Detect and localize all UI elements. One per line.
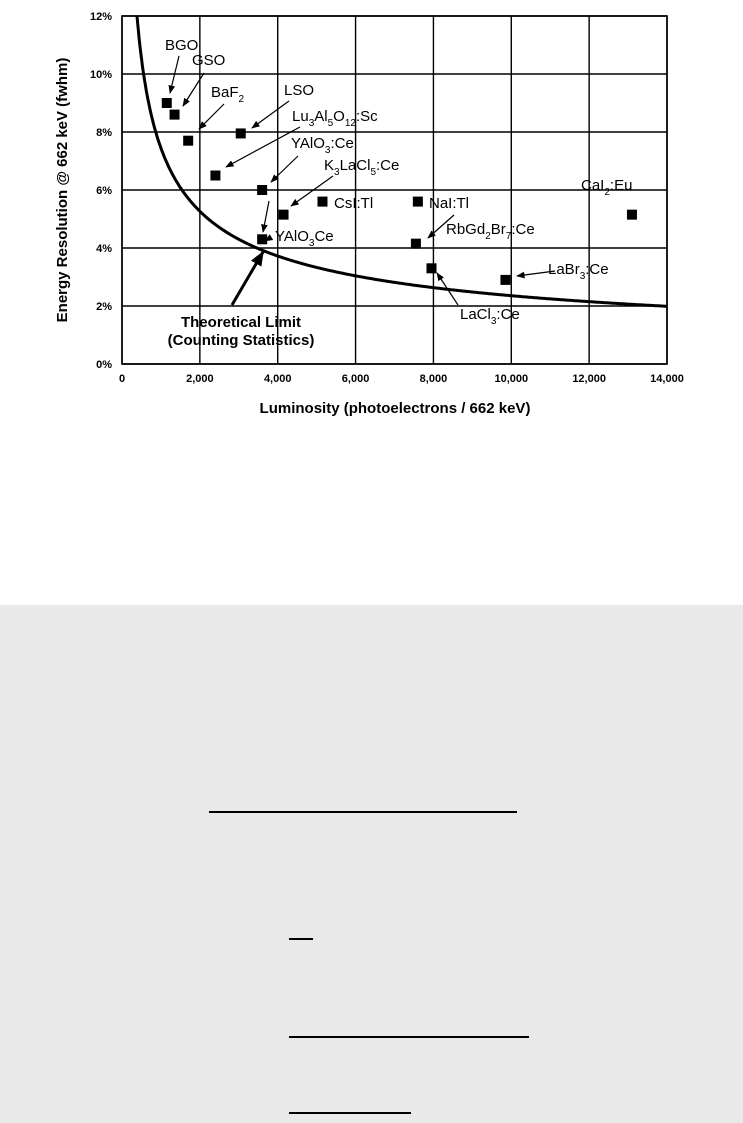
label-part: GSO: [192, 52, 226, 69]
x-tick-label: 10,000: [494, 373, 529, 385]
fraction-rule: [289, 1036, 529, 1038]
label-part: 7: [505, 231, 512, 242]
point-label: [211, 84, 245, 105]
x-axis-title: Luminosity (photoelectrons / 662 keV): [259, 400, 531, 417]
limit-label: (Counting Statistics): [167, 332, 315, 349]
label-part: 2: [485, 231, 491, 242]
label-part: BGO: [165, 37, 199, 54]
label-part: LaBr: [548, 261, 580, 278]
point-label: [192, 52, 225, 69]
point-label: [446, 221, 535, 242]
data-point: [236, 128, 246, 138]
label-part: O: [333, 108, 345, 125]
data-point: [210, 171, 220, 181]
label-part: RbGd: [446, 221, 486, 238]
data-point: [170, 110, 180, 120]
label-part: CaI: [581, 177, 605, 194]
fraction-rule: [289, 1112, 411, 1114]
point-label: [275, 228, 334, 249]
x-tick-label: 12,000: [572, 373, 606, 385]
limit-arrow: [232, 252, 263, 305]
label-part: 5: [370, 167, 376, 178]
x-tick-label: 8,000: [419, 373, 448, 385]
leader-arrow: [199, 104, 224, 129]
label-part: 3: [308, 238, 315, 249]
label-part: :Ce: [376, 157, 400, 174]
scatter-chart: [0, 0, 743, 430]
gray-panel: [0, 605, 743, 1123]
label-part: K: [324, 157, 335, 174]
data-point: [317, 197, 327, 207]
point-label: [284, 82, 314, 99]
label-part: NaI:Tl: [429, 195, 470, 212]
fraction-rule: [289, 938, 313, 940]
x-tick-label: 4,000: [263, 373, 292, 385]
data-point: [162, 98, 172, 108]
data-point: [183, 136, 193, 146]
label-part: 3: [490, 316, 497, 327]
data-point: [426, 263, 436, 273]
data-point: [500, 275, 510, 285]
label-part: 3: [579, 271, 586, 282]
x-tick-label: 2,000: [186, 373, 214, 385]
data-point: [413, 197, 423, 207]
point-label: [292, 108, 378, 129]
y-tick-label: 10%: [89, 69, 112, 81]
x-tick-label: 0: [118, 373, 126, 385]
fraction-rule: [209, 811, 517, 813]
label-part: Ce: [314, 228, 334, 245]
y-tick-label: 2%: [96, 301, 112, 313]
label-part: 2: [604, 187, 610, 198]
limit-label: Theoretical Limit: [180, 314, 302, 331]
label-part: 3: [334, 167, 340, 178]
point-label: [548, 261, 609, 282]
x-tick-label: 6,000: [341, 373, 370, 385]
label-part: Al: [314, 108, 328, 125]
label-part: 12: [344, 118, 356, 129]
label-part: Br: [490, 221, 506, 238]
label-part: 3: [324, 145, 331, 156]
point-label: [334, 195, 373, 212]
point-label: [429, 195, 469, 212]
label-part: YAlO: [275, 228, 309, 245]
label-part: :Ce: [496, 306, 520, 323]
label-part: :Ce: [511, 221, 535, 238]
y-tick-label: 6%: [96, 185, 112, 197]
label-part: Lu: [292, 108, 309, 125]
y-tick-label: 0%: [96, 359, 112, 371]
label-part: 5: [327, 118, 334, 129]
label-part: :Ce: [585, 261, 609, 278]
data-point: [627, 210, 637, 220]
y-tick-label: 4%: [96, 243, 112, 255]
leader-arrow: [263, 201, 269, 232]
y-axis-title: Energy Resolution @ 662 keV (fwhm): [54, 57, 71, 323]
label-part: 2: [238, 94, 245, 105]
data-point: [257, 185, 267, 195]
data-point: [257, 234, 267, 244]
point-label: [324, 157, 399, 178]
label-part: :Eu: [609, 177, 633, 194]
data-point: [279, 210, 289, 220]
label-part: LaCl: [339, 157, 371, 174]
label-part: CsI:Tl: [334, 195, 374, 212]
x-tick-label: 14,000: [650, 373, 684, 385]
label-part: LaCl: [460, 306, 491, 323]
leader-arrow: [252, 101, 289, 128]
data-point: [411, 239, 421, 249]
point-label: [291, 135, 354, 156]
leader-arrow: [183, 73, 204, 106]
label-part: BaF: [211, 84, 239, 101]
label-part: LSO: [284, 82, 315, 99]
leader-arrow: [271, 156, 298, 182]
label-part: :Ce: [330, 135, 354, 152]
y-tick-label: 12%: [89, 11, 112, 23]
y-tick-label: 8%: [96, 127, 112, 139]
label-part: YAlO: [291, 135, 325, 152]
label-part: :Sc: [355, 108, 378, 125]
label-part: 3: [308, 118, 315, 129]
